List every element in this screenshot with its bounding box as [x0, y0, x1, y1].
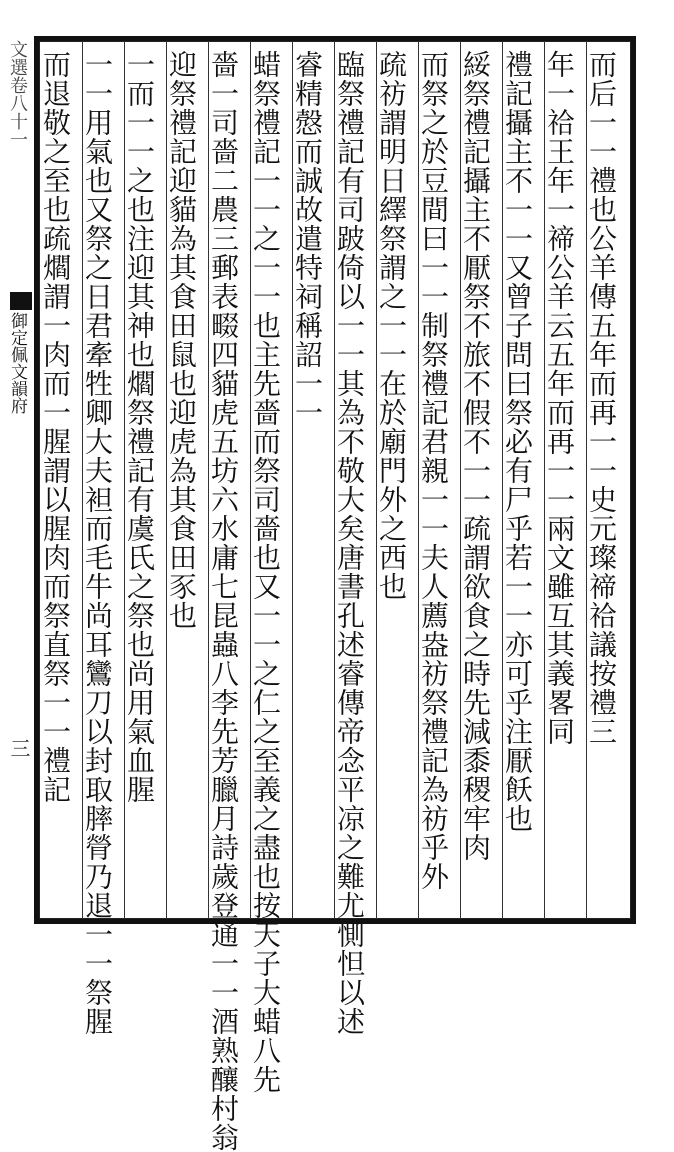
text-column-9: 蜡祭禮記一一之一一也主先嗇而祭司嗇也又一一之仁之至義之盡也按天子大蜡八先	[249, 50, 282, 1094]
text-column-4: 綏祭禮記攝主不厭祭不旅不假不一一疏謂欲食之時先減黍稷牢肉	[459, 50, 492, 862]
text-column-1: 而后一一禮也公羊傳五年而再一一史元璨禘祫議按禮三	[585, 50, 618, 746]
text-column-3: 禮記攝主不一一又曾子問曰祭必有尸乎若一一亦可乎注厭飫也	[501, 50, 534, 833]
text-column-7: 臨祭禮記有司跛倚以一一其為不敬大矣唐書孔述睿傳帝念平凉之難尤惻怛以述	[333, 50, 366, 1036]
margin-top-text: 文選卷八十一	[7, 40, 28, 148]
text-column-6: 疏祊謂明日繹祭謂之一一在於廟門外之西也	[375, 50, 408, 601]
text-column-12: 一而一一之也注迎其神也爓祭禮記有虞氏之祭也尚用氣血腥	[123, 50, 156, 804]
page-number: 三	[7, 738, 31, 758]
text-column-14: 而退敬之至也疏爓謂一肉而一腥謂以腥肉而祭直祭一一禮記	[39, 50, 72, 804]
text-column-11: 迎祭禮記迎貓為其食田鼠也迎虎為其食田豕也	[165, 50, 198, 630]
text-column-2: 年一祫王年一禘公羊云五年而再一一兩文雖互其義畧同	[543, 50, 576, 746]
text-column-13: 一一用氣也又祭之日君牽牲卿大夫袒而毛牛尚耳鸞刀以封取膟膋乃退一一祭腥	[81, 50, 114, 1036]
text-column-8: 睿精慤而誠故遣特祠稱詔一一	[291, 50, 324, 427]
margin-title: 御定佩文韻府	[7, 312, 27, 414]
text-column-5: 而祭之於豆間曰一一制祭禮記君親一一夫人薦盎祊祭禮記為祊乎外	[417, 50, 450, 891]
text-column-10: 嗇一司嗇二農三郵表畷四貓虎五坊六水庸七昆蟲八李先芳臘月詩歲登通一一酒熟釀村翁	[207, 50, 240, 1152]
